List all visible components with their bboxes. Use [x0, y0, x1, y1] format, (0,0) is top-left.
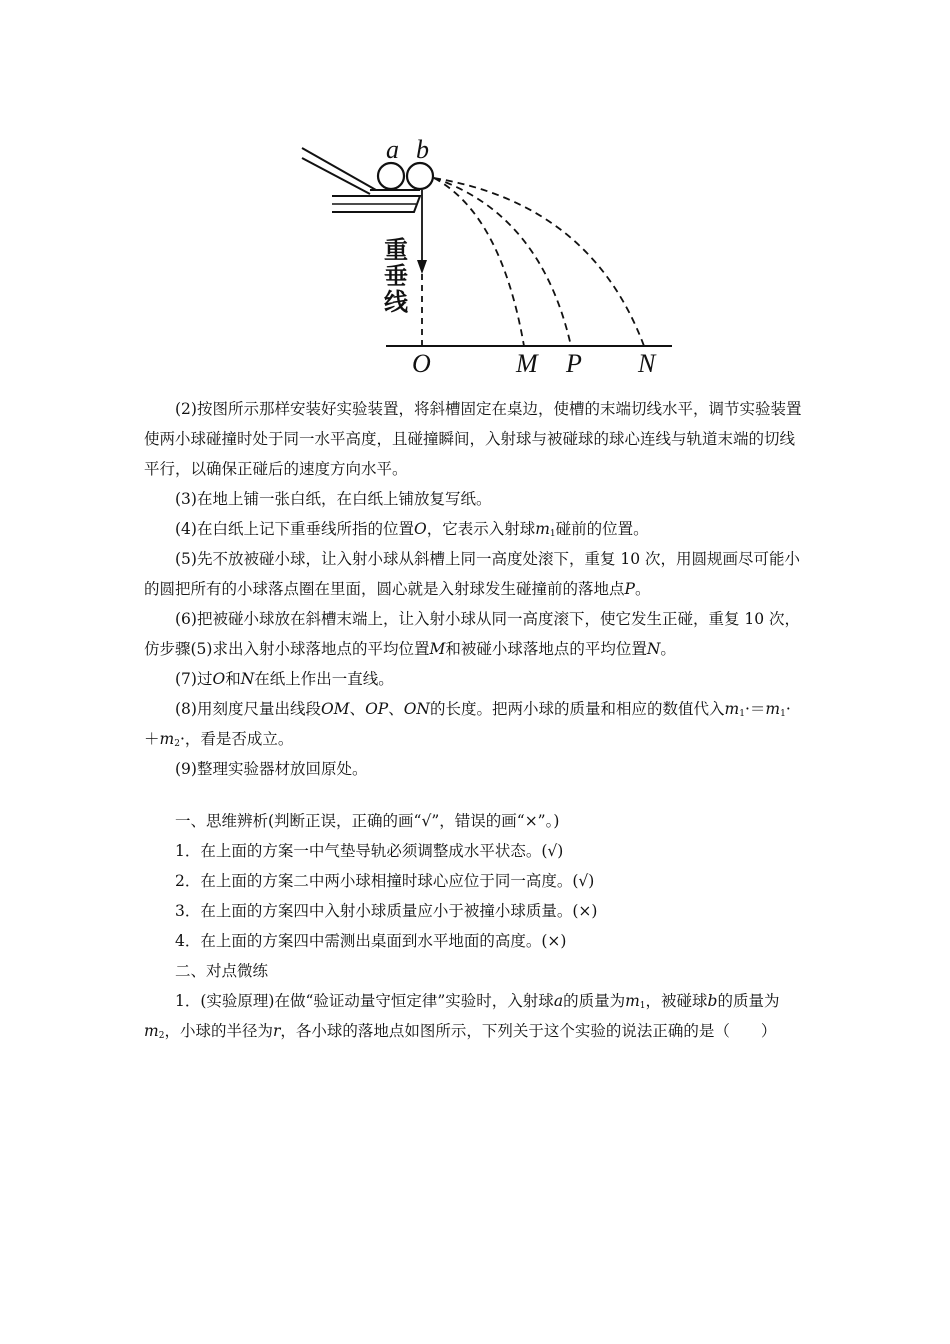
step-8-plus: ·＋ [144, 700, 791, 748]
section-1-item-1: 1．在上面的方案一中气垫导轨必须调整成水平状态。(√) [175, 842, 564, 860]
q1-text-a: 1．(实验原理)在做“验证动量守恒定律”实验时，入射球 [175, 992, 554, 1010]
step-8-text-b: 的长度。把两小球的质量和相应的数值代入 [430, 700, 725, 718]
plumb-arrow-head [417, 260, 427, 274]
step-7-text-c: 在纸上作出一直线。 [254, 670, 394, 688]
step-4-text-a: (4)在白纸上记下重垂线所指的位置 [175, 520, 414, 538]
step-5-text-a: (5)先不放被碰小球，让入射小球从斜槽上同一高度处滚下，重复 10 次，用圆规画尽可能小的圆把所有的小球落点圈在里面，圆心就是入射球发生碰撞前的落地点 [144, 550, 801, 598]
q1-text-d: 的质量为 [717, 992, 780, 1010]
step-8-mass-sub-1b: 1 [780, 709, 786, 719]
step-8-sep-2: 、 [388, 700, 404, 718]
section-1-item-4: 4．在上面的方案四中需测出桌面到水平地面的高度。(×) [175, 932, 567, 950]
step-8-sep-1: 、 [349, 700, 366, 718]
section-1-item-2: 2．在上面的方案二中两小球相撞时球心应位于同一高度。(√) [175, 872, 595, 890]
q1-mass-sub-1: 1 [639, 1001, 646, 1011]
ball-b-label: b [416, 135, 429, 164]
step-4-text-c: 碰前的位置。 [555, 520, 649, 538]
ball-a [378, 163, 404, 189]
trajectory-to-P [434, 178, 571, 346]
step-6-point-N: N [646, 640, 661, 658]
ball-a-label: a [386, 135, 399, 164]
q1-ball-a: a [553, 992, 564, 1010]
point-N-label: N [638, 349, 656, 378]
chute-lower-rail [302, 158, 370, 194]
q1-radius-r: r [272, 1022, 281, 1040]
step-8-segment-OP: OP [365, 700, 389, 718]
step-6-paragraph [144, 604, 806, 664]
step-9-paragraph: (9)整理实验器材放回原处。 [175, 760, 368, 778]
step-8-mass-sub-2: 2 [174, 739, 180, 749]
q1-text-b: 的质量为 [563, 992, 626, 1010]
plumb-line-char-2: 垂 [384, 262, 408, 290]
q1-text-f: ，各小球的落地点如图所示，下列关于这个实验的说法正确的是（ ） [280, 1022, 777, 1040]
step-4-mass-m: m [535, 520, 550, 538]
collision-apparatus-figure [296, 134, 686, 384]
section-gap [144, 784, 806, 806]
chute-upper-rail [302, 148, 376, 190]
point-O-label: O [412, 349, 431, 378]
step-5-paragraph [144, 544, 806, 604]
step-7-point-N: N [240, 670, 255, 688]
step-6-text-b: 和被碰小球落地点的平均位置 [445, 640, 647, 658]
section-1-title: 一、思维辨析(判断正误，正确的画“√”，错误的画“×”。) [175, 812, 560, 830]
question-1-paragraph [144, 986, 806, 1046]
q1-mass-m2: m [144, 1022, 159, 1040]
step-4-point-O: O [413, 520, 427, 538]
step-4-mass-sub: 1 [549, 529, 556, 539]
step-5-text-b: 。 [634, 580, 651, 598]
step-7-paragraph [144, 664, 806, 694]
step-8-segment-OM: OM [320, 700, 350, 718]
step-4-paragraph [144, 514, 806, 544]
point-M-label: M [516, 349, 538, 378]
plumb-line-char-1: 重 [384, 236, 408, 264]
step-2-paragraph: (2)按图所示那样安装好实验装置，将斜槽固定在桌边，使槽的末端切线水平，调节实验装置使两小球碰撞时处于同一水平高度，且碰撞瞬间，入射球与被碰球的球心连线与轨道末端的切线平行，以确保正碰后的速度方向水平。 [144, 400, 802, 478]
document-body [144, 394, 806, 1046]
plumb-line-char-3: 线 [384, 288, 408, 316]
step-3-paragraph: (3)在地上铺一张白纸，在白纸上铺放复写纸。 [175, 490, 492, 508]
ball-b [407, 163, 433, 189]
step-8-text-a: (8)用刻度尺量出线段 [175, 700, 321, 718]
step-8-mass-sub-1a: 1 [739, 709, 745, 719]
q1-text-e: ，小球的半径为 [164, 1022, 273, 1040]
q1-ball-b: b [707, 992, 718, 1010]
step-6-point-M: M [429, 640, 446, 658]
q1-text-c: ，被碰球 [645, 992, 708, 1010]
step-8-paragraph [144, 694, 806, 754]
step-7-text-b: 和 [225, 670, 241, 688]
step-8-mass-m1-a: m [724, 700, 740, 718]
step-8-mass-m2: m [159, 730, 175, 748]
step-8-text-c: ·，看是否成立。 [179, 730, 294, 748]
section-2-title: 二、对点微练 [175, 962, 269, 980]
step-5-point-P: P [624, 580, 635, 598]
step-4-text-b: ，它表示入射球 [426, 520, 536, 538]
step-8-equals: ·＝ [744, 700, 766, 718]
step-6-text-a: (6)把被碰小球放在斜槽末端上，让入射小球从同一高度滚下，使它发生正碰，重复 10 次，仿步骤(5)求出入射小球落地点的平均位置 [144, 610, 801, 658]
step-8-segment-ON: ON [403, 700, 430, 718]
q1-mass-sub-2: 2 [158, 1031, 165, 1041]
step-7-text-a: (7)过 [175, 670, 213, 688]
point-P-label: P [566, 349, 582, 378]
step-8-mass-m1-b: m [765, 700, 781, 718]
trajectory-to-M [434, 178, 524, 346]
q1-mass-m1: m [625, 992, 640, 1010]
step-7-point-O: O [212, 670, 226, 688]
section-1-item-3: 3．在上面的方案四中入射小球质量应小于被撞小球质量。(×) [175, 902, 598, 920]
step-6-text-c: 。 [660, 640, 676, 658]
